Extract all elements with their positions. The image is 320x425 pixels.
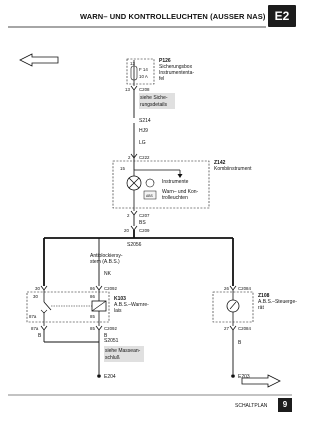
k103-pin-87a: 87a [29, 314, 37, 319]
fuse-id: F 14 [139, 67, 148, 72]
footer-label: SCHALTPLAN [235, 403, 268, 409]
c207-pin: 2 [127, 213, 130, 218]
c2092-top-pin-left: 30 [35, 286, 40, 291]
p126-desc-1: Sicherungsbox [159, 64, 193, 70]
section-tab: E2 [268, 5, 296, 27]
k103-ref: K103 [114, 296, 126, 302]
nk-wire-color: NK [104, 271, 111, 277]
cluster-bus-arrow-icon [178, 174, 183, 178]
z108-desc-1: A.B.S.–Steuerge- [258, 299, 297, 305]
see-ground-line-2: schluß [105, 355, 120, 361]
lamp-label-3: trolleuchten [162, 195, 188, 201]
page-title: WARN– UND KONTROLLEUCHTEN (AUSSER NAS) [80, 12, 266, 21]
abs-symbol-arc [146, 179, 154, 183]
c2084-bot-label: C2084 [238, 326, 251, 331]
relay-switch-blade [44, 302, 51, 310]
e204-label: E204 [104, 374, 116, 380]
c2092-top-right-connector-icon [96, 286, 102, 290]
abs-stem-line-2: stem (A.B.S.) [90, 259, 120, 265]
z142-desc: Kombiinstrument [214, 166, 252, 172]
see-fuse-line-1: siehe Siche- [140, 95, 168, 101]
abs-symbol-icon [146, 179, 154, 187]
z142-ref: Z142 [214, 160, 226, 166]
fuse-rating: 10 A [139, 74, 148, 79]
b-wire-mid: B [104, 333, 108, 339]
s2056-label: S2056 [127, 242, 142, 248]
c209-pin: 20 [124, 228, 129, 233]
s214-label: S214 [139, 118, 151, 124]
c2092-bot-label: C2092 [104, 326, 117, 331]
e203-label: E203 [238, 374, 250, 380]
c222-label: C222 [139, 155, 150, 160]
e203-ground-icon [231, 374, 235, 378]
c2084-top-pin: 26 [224, 286, 229, 291]
b-wire-right: B [238, 340, 242, 346]
hj9-label: HJ9 [139, 128, 148, 134]
b-wire-left: B [38, 333, 42, 339]
fuse-pin-top: 13 [130, 61, 135, 66]
c2092-bot-pin-right: 85 [90, 326, 95, 331]
z108-ref: Z108 [258, 293, 270, 299]
c2092-top-label: C2092 [104, 286, 117, 291]
c209-connector-icon [131, 226, 137, 230]
page-number: 9 [278, 398, 292, 412]
c2092-top-left-connector-icon [41, 286, 47, 290]
c208-pin: 13 [125, 87, 130, 92]
c208-label: C208 [139, 87, 150, 92]
p126-desc-3: fel [159, 76, 165, 82]
s2051-label: S2051 [104, 338, 119, 344]
z108-desc-2: rät [258, 305, 264, 311]
c2084-top-connector-icon [230, 286, 236, 290]
abs-module-text: ABS [146, 194, 153, 198]
c2092-bot-right-connector-icon [96, 326, 102, 330]
c208-connector-icon [131, 86, 137, 90]
lamp-label-2: Warn– und Kon- [162, 189, 199, 195]
e204-ground-icon [97, 374, 101, 378]
k103-pin-85: 85 [90, 314, 95, 319]
c2092-top-pin-right: 86 [90, 286, 95, 291]
c222-pin: 2 [128, 155, 131, 160]
previous-page-arrow-icon[interactable] [20, 54, 58, 66]
k103-desc-1: A.B.S.–Warnre- [114, 302, 149, 308]
k103-pin-86: 86 [90, 294, 95, 299]
c2084-top-label: C2084 [238, 286, 251, 291]
c207-connector-icon [131, 211, 137, 215]
c2092-bot-left-connector-icon [41, 326, 47, 330]
lg-wire-color: LG [139, 140, 146, 146]
k103-desc-2: lais [114, 308, 122, 314]
c2092-bot-pin-left: 87a [31, 326, 39, 331]
c2084-bot-connector-icon [230, 326, 236, 330]
c209-label: C209 [139, 228, 150, 233]
abs-stem-line-1: Antiblockiersy- [90, 253, 123, 259]
see-fuse-line-2: rungsdetails [140, 102, 167, 108]
bs-wire-color: BS [139, 220, 146, 226]
c207-label: C207 [139, 213, 150, 218]
see-ground-line-1: siehe Massean- [105, 348, 141, 354]
z142-pin-in: 15 [120, 166, 125, 171]
p126-ref: P126 [159, 58, 171, 64]
c2084-bot-pin: 27 [224, 326, 229, 331]
k103-pin-30: 30 [33, 294, 38, 299]
lamp-label-1: Instrumente [162, 179, 189, 185]
p126-desc-2: Instrumententa- [159, 70, 195, 76]
